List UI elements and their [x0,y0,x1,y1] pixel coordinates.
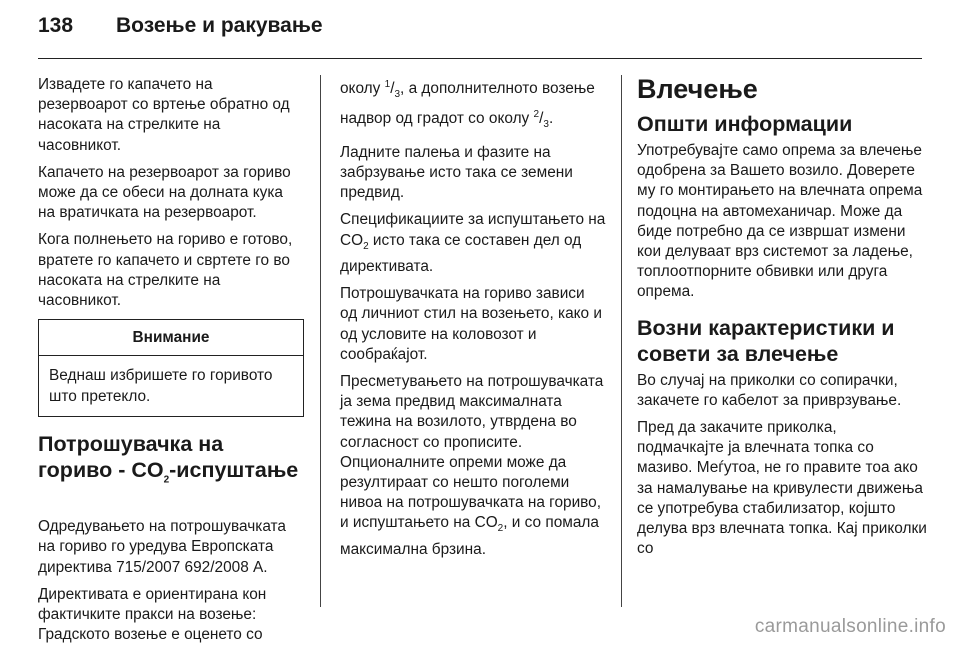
paragraph: Директивата е ориентирана кон фактичките пракси на возење: Градското возење е оценето со [38,585,267,644]
caution-box [38,319,304,417]
watermark: carmanualsonline.info [754,616,946,637]
subheading-driving-tips: Возни карактеристики и совети за влечење [637,315,895,366]
paragraph: Употребувајте само опрема за влечење одобрена за Вашето возило. Доверете му го монтирањето на влечната опрема подоцна на автомеханичар. Може да биде потребно да се извршат измени кои делуваат врз системот за ладење, топлоотпорните обвивки или друга опрема. [637,142,923,301]
section-heading-fuel-consumption [38,431,304,493]
page-number: 138 [38,14,74,37]
paragraph: Потрошувачката на гориво зависи од личниот стил на возењето, како и од условите на коловозот и сообраќајот. [340,285,602,363]
paragraph: Пресметувањето на потрошувачката ја зема предвид максималната тежина на возилото, утврдена во согласност со прописите. Опционалните опреми може да резултираат со нешто поголеми нивоа на потрошувачката на гориво, и испуштањето на $CO_2$, и со помала максимална брзина. [340,372,604,558]
paragraph: Во случај на приколки со сопирачки, закачете го кабелот за приврзување. [637,371,902,409]
paragraph: Пред да закачите приколка, подмачкајте ја влечната топка со мазиво. Меѓутоа, не го правите тоа ако за намалување на кривулести движења се употребува стабилизатор, којшто делува врз влечната топка. Кај приколки со [637,419,927,558]
chapter-title: Влечење [637,74,758,104]
column-divider [621,75,622,607]
column-left [38,75,304,652]
heading-line: -испуштање [169,457,299,482]
paragraph: Одредувањето на потрошувачката на гориво го уредува Европската директива 715/2007 692/2008 А. [38,518,286,576]
subheading-general-info: Општи информации [637,112,853,136]
column-middle [340,75,606,567]
caution-text: Веднаш избришете го горивото што претекло. [49,367,273,405]
column-right [637,75,927,566]
paragraph: Спецификациите за испуштањето на $CO_2$ исто така се составен дел од директивата. [340,211,606,275]
paragraph: Кога полнењето на гориво е готово, вратете го капачето и свртете го во насоката на стрелките на часовникот. [38,231,293,310]
running-title: Возење и ракување [116,14,323,37]
paragraph: околу $^1/_3$, а дополнителното возење надвор од градот со околу $^2/_3$. [340,79,595,131]
heading-line: Потрошувачка на [38,431,224,456]
subscript: 2 [163,474,170,486]
column-divider [320,75,321,607]
caution-title: Внимание [39,320,303,356]
heading-line: гориво - CO [38,457,164,482]
paragraph: Извадете го капачето на резервоарот со вртење обратно од насоката на стрелките на часовникот. [38,76,290,154]
paragraph: Капачето на резервоарот за гориво може да се обеси на долната кука на вратичката на резервоарот. [38,163,291,222]
page-header [0,0,960,60]
header-divider [38,58,922,59]
paragraph: Ладните палења и фазите на забрзување исто така се земени предвид. [340,143,573,202]
